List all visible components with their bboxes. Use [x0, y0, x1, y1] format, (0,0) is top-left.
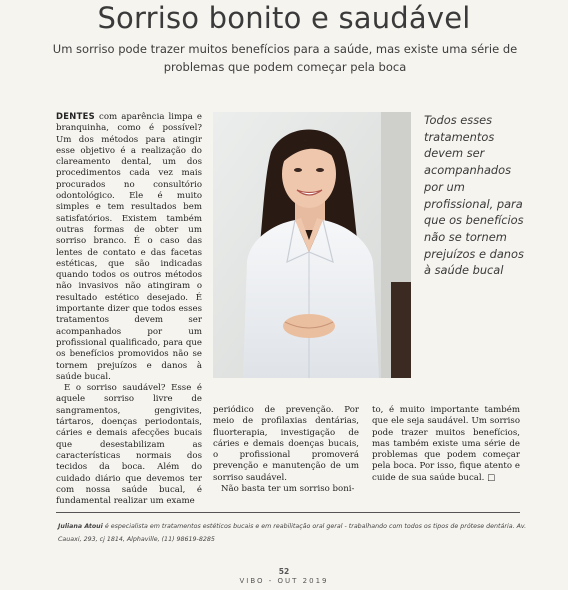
portrait-photo [213, 112, 411, 378]
lead-word: DENTES [56, 111, 95, 121]
magazine-issue: VIBO - OUT 2019 [239, 577, 329, 585]
article-title: Sorriso bonito e saudável [97, 1, 471, 35]
text-column-3 [372, 405, 520, 484]
column-2-paragraph-1: periódico de prevenção. Por meio de profilaxias dentárias, fluorterapia, investigação de cáries e demais doenças bucais, o profissional promoverá prevenção e manutenção de um sorriso saudável. [213, 405, 359, 483]
text-column-1 [56, 111, 202, 507]
page-footer [0, 567, 568, 586]
column-3-text: to, é muito importante também que ele seja saudável. Um sorriso pode trazer muitos benefícios, mas também existe uma série de problemas que podem começar pela boca. Por isso, fique atento e cuide de sua saúde bucal. [372, 405, 520, 483]
portrait-illustration [213, 112, 411, 378]
pull-quote: Todos esses tratamentos devem ser acompanhados por um profissional, para que os benefícios não se tornem prejuízos e danos à saúde bucal [424, 113, 524, 278]
end-mark: □ [487, 472, 496, 483]
paragraph-1 [56, 111, 202, 383]
column-2-paragraph-2: Não basta ter um sorriso boni- [221, 484, 355, 495]
divider-line [56, 512, 520, 513]
author-bio-text: é especialista em tratamentos estéticos bucais e em reabilitação oral geral - trabalhando com todos os tipos de prótese dentária. Av. Cauaxi, 293, cj 1814, Alphaville, (11) 98619-8285 [58, 523, 527, 543]
paragraph-1-text: com aparência limpa e branquinha, como é possível? Um dos métodos para atingir esse objetivo é a realização do clareamento dental, um dos procedimentos cada vez mais procurados no consultório odontológico. Ele é muito simples e tem resultados bem satisfatórios. Existem também outras formas de obter um sorriso branco. É o caso das lentes de contato e das facetas estéticas, que são indicadas quando todos os outros métodos não invasivos não atingiram o resultado estético desejado. É importante dizer que todos esses tratamentos devem ser acompanhados por um profissional qualificado, para que os benefícios promovidos não se tornem prejuízos e danos à saúde bucal. [56, 112, 202, 382]
paragraph-2: E o sorriso saudável? Esse é aquele sorriso livre de sangramentos, gengivites, tártaros, doenças periodontais, cáries e demais afecções bucais que desestabilizam as características normais dos tecidos da boca. Além do cuidado diário que devemos ter com nossa saúde bucal, é fundamental realizar um exame [56, 383, 202, 507]
column-3-paragraph-1 [372, 405, 520, 484]
page-number: 52 [278, 567, 290, 576]
article-subtitle: Um sorriso pode trazer muitos benefícios para a saúde, mas existe uma série de problemas que podem começar pela boca [52, 42, 518, 74]
author-name: Juliana Atoui [58, 523, 103, 530]
author-bio [58, 521, 528, 546]
text-column-2 [213, 405, 359, 495]
